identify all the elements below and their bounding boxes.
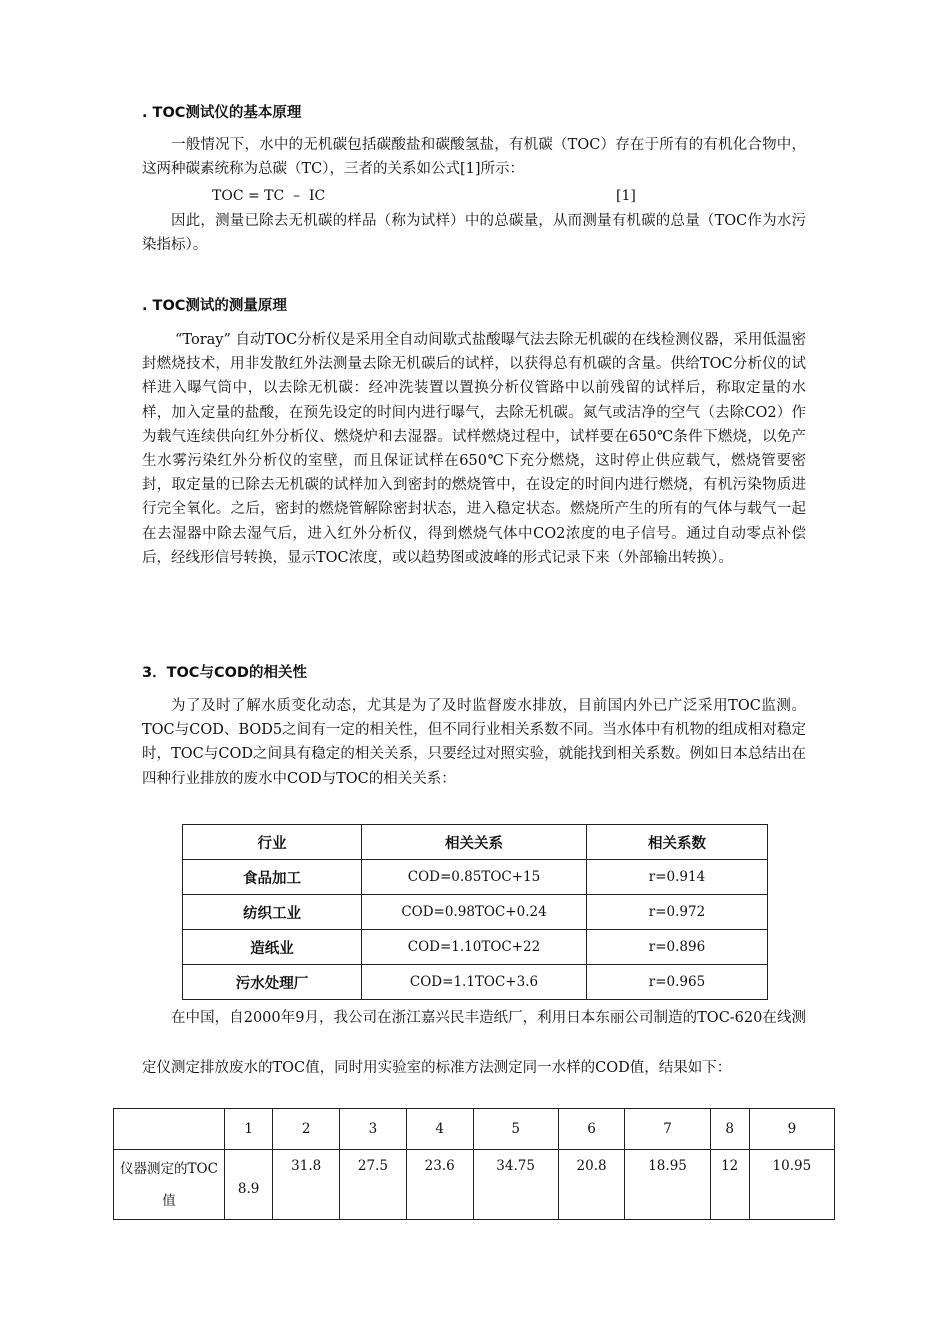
formula: TOC = TC – IC: [212, 188, 326, 204]
toc-value: 20.8: [558, 1150, 625, 1220]
table-header: 相关关系: [362, 825, 587, 860]
relation-cell: COD=1.1TOC+3.6: [362, 965, 587, 1000]
section-heading-toc-principle: . TOC测试仪的基本原理: [142, 105, 302, 121]
toc-value: 27.5: [340, 1150, 407, 1220]
relation-cell: COD=0.98TOC+0.24: [362, 895, 587, 930]
sample-number: 9: [749, 1109, 834, 1150]
sample-number: 4: [406, 1109, 473, 1150]
sample-number: 3: [340, 1109, 407, 1150]
correlation-table: [182, 824, 768, 1000]
relation-cell: COD=0.85TOC+15: [362, 860, 587, 895]
toc-value: 18.95: [625, 1150, 710, 1220]
table-row: [183, 930, 768, 965]
table-header-empty: [114, 1109, 225, 1150]
table-row: [183, 860, 768, 895]
paragraph-toc-measure: 因此，测量已除去无机碳的样品（称为试样）中的总碳量，从而测量有机碳的总量（TOC作为水污染指标）。: [142, 213, 806, 254]
toc-value: 10.95: [749, 1150, 834, 1220]
coefficient-cell: r=0.965: [587, 965, 768, 1000]
sample-number: 6: [558, 1109, 625, 1150]
sample-number: 8: [710, 1109, 749, 1150]
industry-cell: 纺织工业: [183, 895, 362, 930]
relation-cell: COD=1.10TOC+22: [362, 930, 587, 965]
sample-number: 1: [225, 1109, 273, 1150]
industry-cell: 造纸业: [183, 930, 362, 965]
table-header: 相关系数: [587, 825, 768, 860]
formula-ref: [1]: [616, 188, 636, 204]
paragraph-china-test: 在中国，自2000年9月，我公司在浙江嘉兴民丰造纸厂，利用日本东丽公司制造的TOC-620在线测定仪测定排放废水的TOC值，同时用实验室的标准方法测定同一水样的COD值，结果如下：: [142, 1010, 806, 1076]
sample-number: 5: [473, 1109, 558, 1150]
coefficient-cell: r=0.972: [587, 895, 768, 930]
toc-value: 31.8: [273, 1150, 340, 1220]
paragraph-carbon-types: 一般情况下，水中的无机碳包括碳酸盐和碳酸氢盐，有机碳（TOC）存在于所有的有机化合物中，这两种碳素统称为总碳（TC），三者的关系如公式[1]所示：: [142, 137, 806, 178]
paragraph-correlation: 为了及时了解水质变化动态，尤其是为了及时监督废水排放，目前国内外已广泛采用TOC监测。TOC与COD、BOD5之间有一定的相关性，但不同行业相关系数不同。当水体中有机物的组成相对稳定时，TOC与COD之间具有稳定的相关关系，只要经过对照实验，就能找到相关系数。例如日本总结出在四种行业排放的废水中COD与TOC的相关关系：: [142, 698, 806, 787]
paragraph-toray-analyzer: “Toray” 自动TOC分析仪是采用全自动间歇式盐酸曝气法去除无机碳的在线检测仪器，采用低温密封燃烧技术，用非发散红外法测量去除无机碳后的试样，以获得总有机碳的含量。供给TOC分析仪的试样进入曝气筒中，以去除无机碳：经冲洗装置以置换分析仪管路中以前残留的试样后，称取定量的水样，加入定量的盐酸，在预先设定的时间内进行曝气，去除无机碳。氮气或洁净的空气（去除CO2）作为载气连续供向红外分析仪、燃烧炉和去湿器。试样燃烧过程中，试样要在650℃条件下燃烧，以免产生水雾污染红外分析仪的室壁，而且保证试样在650℃下充分燃烧，这时停止供应载气，燃烧管要密封，取定量的已除去无机碳的试样加入到密封的燃烧管中，在设定的时间内进行燃烧，有机污染物质进行完全氧化。之后，密封的燃烧管解除密封状态，进入稳定状态。燃烧所产生的所有的气体与载气一起在去湿器中除去湿气后，进入红外分析仪，得到燃烧气体中CO2浓度的电子信号。通过自动零点补偿后，经线形信号转换，显示TOC浓度，或以趋势图或波峰的形式记录下来（外部输出转换）。: [142, 332, 806, 566]
industry-cell: 污水处理厂: [183, 965, 362, 1000]
table-header-row: [114, 1109, 835, 1150]
section-heading-toc-cod: 3．TOC与COD的相关性: [142, 665, 307, 681]
table-row: [183, 895, 768, 930]
coefficient-cell: r=0.896: [587, 930, 768, 965]
toc-value: 12: [710, 1150, 749, 1220]
coefficient-cell: r=0.914: [587, 860, 768, 895]
row-label: 仪器测定的TOC值: [114, 1150, 225, 1220]
toc-value: 34.75: [473, 1150, 558, 1220]
toc-value: 8.9: [225, 1150, 273, 1220]
table-header-row: [183, 825, 768, 860]
sample-number: 2: [273, 1109, 340, 1150]
sample-number: 7: [625, 1109, 710, 1150]
measurement-table: [113, 1108, 835, 1220]
section-heading-measure-principle: . TOC测试的测量原理: [142, 298, 287, 314]
toc-value: 23.6: [406, 1150, 473, 1220]
table-header: 行业: [183, 825, 362, 860]
industry-cell: 食品加工: [183, 860, 362, 895]
table-row: [114, 1150, 835, 1220]
